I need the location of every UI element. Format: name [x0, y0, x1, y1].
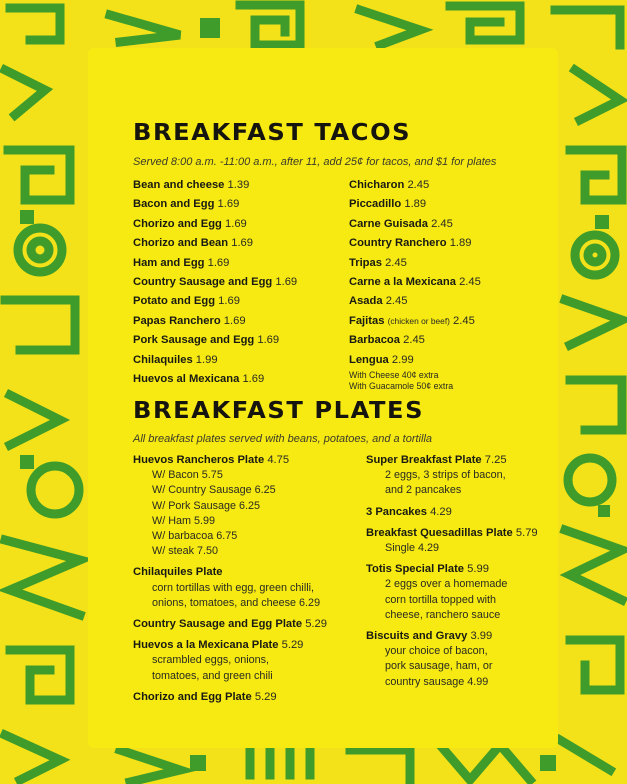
taco-name: Papas Ranchero — [133, 314, 221, 327]
plate-detail: W/ Country Sausage 6.25 — [152, 484, 276, 497]
plates-right-column — [366, 452, 538, 690]
taco-name: Fajitas — [349, 314, 385, 327]
taco-name: Carne Guisada — [349, 217, 428, 230]
plate-name: Biscuits and Gravy — [366, 630, 468, 643]
plate-detail: corn tortillas with egg, green chilli, — [152, 581, 315, 594]
taco-price: 1.69 — [218, 295, 240, 308]
taco-price: 2.99 — [391, 353, 414, 366]
plate-detail: cheese, ranchero sauce — [385, 608, 501, 621]
plate-item — [366, 525, 538, 541]
plate-item — [366, 452, 538, 468]
taco-item — [349, 215, 481, 234]
plate-detail: tomatoes, and green chili — [152, 669, 273, 682]
plate-detail: and 2 pancakes — [385, 484, 462, 497]
taco-price: 1.69 — [242, 372, 265, 385]
taco-price: 1.69 — [275, 275, 298, 288]
taco-price: 1.89 — [404, 198, 427, 211]
taco-item — [349, 331, 481, 350]
tacos-heading: BREAKFAST TACOS — [133, 120, 412, 146]
taco-item — [349, 234, 481, 253]
taco-name: Potato and Egg — [133, 295, 216, 308]
plate-price: 5.79 — [515, 526, 538, 539]
taco-item — [349, 273, 481, 292]
plate-price: 3.99 — [470, 630, 493, 643]
taco-price: 2.45 — [453, 314, 475, 327]
taco-price: 1.69 — [224, 217, 247, 230]
taco-price: 2.45 — [385, 295, 408, 308]
taco-price: 2.45 — [403, 334, 425, 347]
taco-name: Pork Sausage and Egg — [133, 334, 255, 347]
plates-heading: BREAKFAST PLATES — [133, 398, 425, 424]
plate-price: 5.29 — [281, 639, 304, 652]
tacos-left-column — [133, 176, 297, 389]
taco-name: Barbacoa — [349, 334, 400, 347]
taco-price: 1.89 — [449, 237, 472, 250]
taco-price: 1.69 — [207, 256, 230, 269]
plate-detail: corn tortilla topped with — [385, 593, 497, 606]
taco-name: Chilaquiles — [133, 353, 193, 366]
plate-price: 5.99 — [467, 563, 489, 576]
taco-name: Country Sausage and Egg — [133, 275, 273, 288]
taco-item — [349, 195, 481, 214]
plate-item — [133, 689, 327, 705]
taco-name: Tripas — [349, 256, 382, 269]
taco-price: 2.45 — [459, 275, 481, 288]
plate-detail: W/ Ham 5.99 — [152, 514, 215, 527]
taco-item — [133, 215, 297, 234]
plates-left-column — [133, 452, 327, 705]
plate-detail: scrambled eggs, onions, — [152, 654, 270, 667]
taco-name: Bean and cheese — [133, 179, 225, 191]
plate-price: 4.75 — [267, 454, 290, 466]
plate-name: Totis Special Plate — [366, 563, 465, 576]
plate-price: 5.29 — [254, 690, 277, 703]
plate-detail: pork sausage, ham, or — [385, 660, 493, 673]
taco-item — [349, 254, 481, 273]
extra-guacamole-note: With Guacamole 50¢ extra — [349, 381, 454, 391]
plate-detail: country sausage 4.99 — [385, 675, 489, 688]
taco-name: Bacon and Egg — [133, 198, 215, 211]
taco-price: 1.99 — [195, 353, 218, 366]
plate-detail: W/ barbacoa 6.75 — [152, 530, 238, 543]
taco-item — [133, 254, 297, 273]
taco-item — [133, 312, 297, 331]
taco-price: 1.39 — [227, 179, 250, 191]
plate-detail: Single 4.29 — [385, 542, 440, 555]
taco-price: 2.45 — [431, 217, 453, 230]
plate-item — [366, 628, 538, 644]
taco-item — [133, 331, 297, 350]
taco-name: Piccadillo — [349, 198, 402, 211]
taco-price: 2.45 — [385, 256, 407, 269]
taco-name: Lengua — [349, 353, 389, 366]
taco-name: Chorizo and Bean — [133, 237, 229, 250]
plate-detail: your choice of bacon, — [385, 645, 488, 658]
taco-name: Ham and Egg — [133, 256, 205, 269]
taco-price: 1.69 — [217, 198, 240, 211]
plate-name: Country Sausage and Egg Plate — [133, 618, 303, 631]
plate-name: Super Breakfast Plate — [366, 454, 482, 466]
taco-name: Asada — [349, 295, 383, 308]
taco-item — [349, 312, 481, 331]
plate-price: 7.25 — [484, 454, 507, 466]
plate-item — [366, 504, 538, 520]
plate-name: Breakfast Quesadillas Plate — [366, 526, 513, 539]
plate-detail: 2 eggs over a homemade — [385, 578, 508, 591]
plate-detail: W/ Bacon 5.75 — [152, 469, 223, 482]
plate-name: Chorizo and Egg Plate — [133, 690, 252, 703]
taco-price: 1.69 — [223, 314, 246, 327]
plate-name: Huevos Rancheros Plate — [133, 454, 265, 466]
plate-price: 4.29 — [430, 505, 452, 518]
taco-item — [133, 176, 297, 195]
tacos-right-column — [349, 176, 481, 370]
plate-detail: W/ steak 7.50 — [152, 545, 219, 558]
plate-name: Huevos a la Mexicana Plate — [133, 639, 279, 652]
extra-cheese-note: With Cheese 40¢ extra — [349, 370, 439, 380]
taco-price: 1.69 — [231, 237, 253, 250]
plate-item — [133, 616, 327, 632]
tacos-extras — [349, 370, 453, 392]
taco-item — [133, 234, 297, 253]
plate-name: Chilaquiles Plate — [133, 566, 223, 579]
taco-price: 1.69 — [257, 334, 280, 347]
plates-subtitle: All breakfast plates served with beans, potatoes, and a tortilla — [133, 433, 433, 445]
taco-item — [133, 351, 297, 370]
plate-item — [133, 452, 327, 468]
taco-item — [133, 195, 297, 214]
plate-detail: 2 eggs, 3 strips of bacon, — [385, 469, 506, 482]
taco-price: 2.45 — [407, 179, 430, 191]
plate-item — [133, 564, 327, 580]
plate-detail: W/ Pork Sausage 6.25 — [152, 499, 261, 512]
taco-extra: (chicken or beef) — [387, 315, 450, 326]
taco-item — [133, 292, 297, 311]
taco-name: Chicharon — [349, 179, 405, 191]
taco-name: Huevos al Mexicana — [133, 372, 240, 385]
taco-name: Country Ranchero — [349, 237, 447, 250]
taco-name: Chorizo and Egg — [133, 217, 222, 230]
taco-name: Carne a la Mexicana — [349, 275, 456, 288]
plate-name: 3 Pancakes — [366, 505, 427, 518]
taco-item — [349, 351, 481, 370]
plate-item — [133, 637, 327, 653]
taco-item — [349, 292, 481, 311]
taco-item — [133, 370, 297, 389]
taco-item — [349, 176, 481, 195]
plate-item — [366, 561, 538, 577]
taco-item — [133, 273, 297, 292]
tacos-subtitle: Served 8:00 a.m. -11:00 a.m., after 11, add 25¢ for tacos, and $1 for plates — [133, 156, 497, 168]
plate-price: 5.29 — [305, 618, 327, 631]
plate-detail: onions, tomatoes, and cheese 6.29 — [152, 596, 321, 609]
